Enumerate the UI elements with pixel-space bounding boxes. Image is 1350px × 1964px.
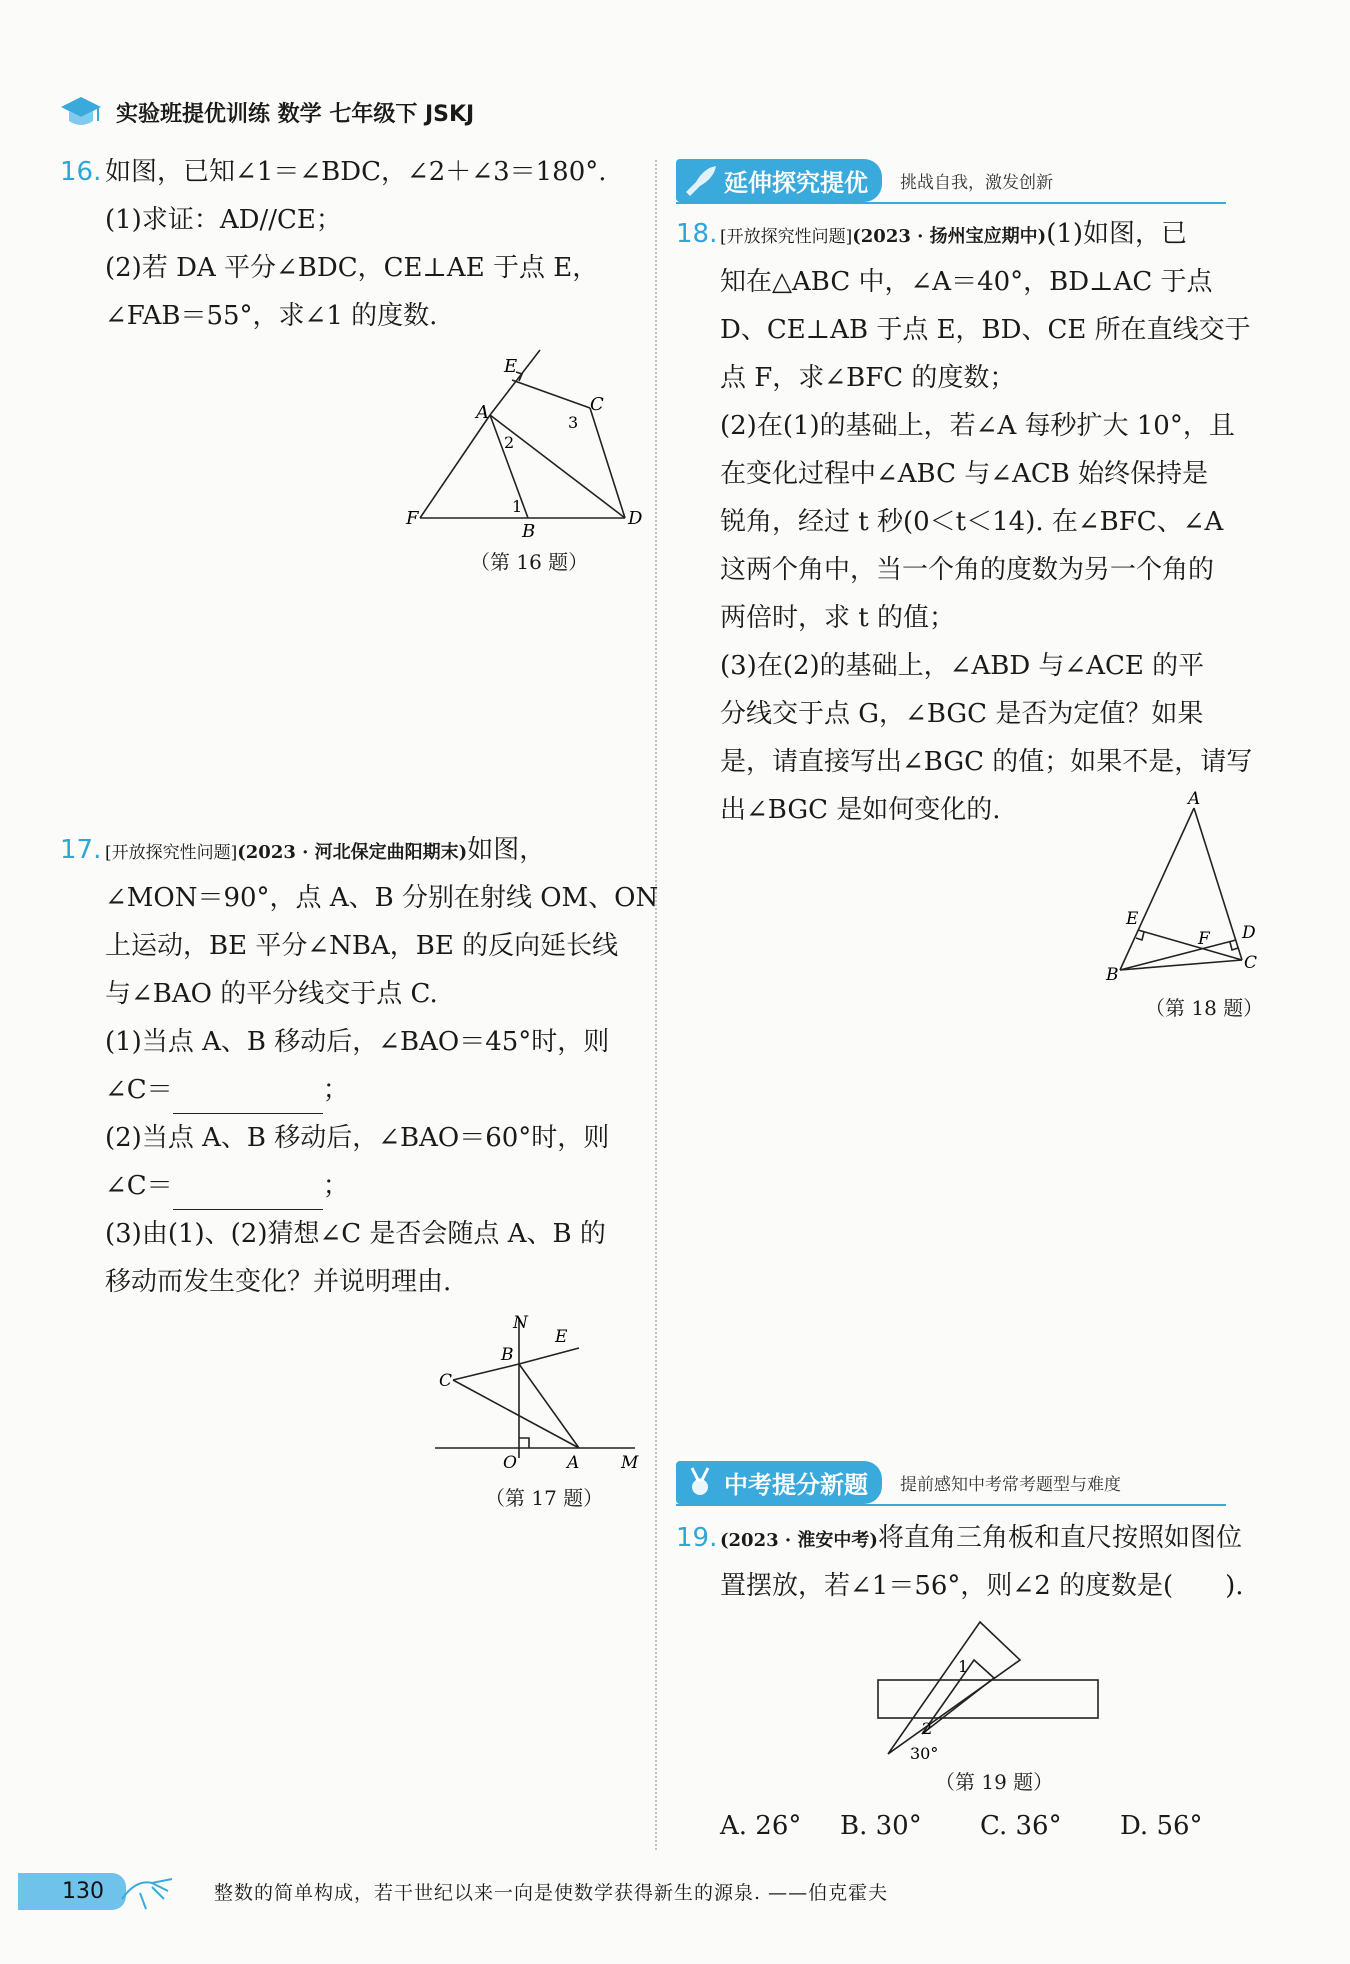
figure-label: 2 (504, 433, 515, 452)
text-line: 在变化过程中∠ABC 与∠ACB 始终保持是 (720, 459, 1209, 489)
hand-doodle-icon (118, 1869, 178, 1913)
figure-label: C (439, 1371, 453, 1391)
text-line: 是，请直接写出∠BGC 的值；如果不是，请写 (720, 747, 1253, 777)
text-line: 与∠BAO 的平分线交于点 C. (105, 979, 438, 1009)
figure-label: B (1106, 965, 1119, 985)
option-a[interactable]: A. 26° (720, 1811, 802, 1841)
text-line: 移动而发生变化？并说明理由. (105, 1267, 452, 1297)
figure-label: F (1198, 929, 1210, 949)
blank-suffix: ； (322, 1171, 349, 1201)
page-number: 130 (18, 1873, 126, 1910)
text-line: 点 F，求∠BFC 的度数； (720, 363, 1016, 393)
medal-icon (684, 1466, 716, 1498)
text-line: 将直角三角板和直尺按照如图位 (877, 1523, 1242, 1553)
footer-quote: 整数的简单构成，若干世纪以来一向是使数学获得新生的源泉. ——伯克霍夫 (214, 1881, 889, 1904)
text-line: (3)在(2)的基础上，∠ABD 与∠ACE 的平 (720, 651, 1205, 681)
figure-label: E (555, 1327, 568, 1347)
question-number: 17. (60, 835, 102, 865)
text-line: 知在△ABC 中，∠A＝40°，BD⊥AC 于点 (720, 267, 1213, 297)
text-line: (2)在(1)的基础上，若∠A 每秒扩大 10°，且 (720, 411, 1235, 441)
option-b[interactable]: B. 30° (840, 1811, 922, 1841)
figure-label: B (501, 1345, 514, 1365)
text-line: 上运动，BE 平分∠NBA，BE 的反向延长线 (105, 931, 619, 961)
figure-label: F (406, 508, 419, 529)
rocket-icon (682, 164, 718, 196)
source-year: (2023 · 扬州宝应期中) (852, 226, 1047, 247)
text-line: 置摆放，若∠1＝56°，则∠2 的度数是( ). (720, 1571, 1244, 1601)
option-d[interactable]: D. 56° (1120, 1811, 1203, 1841)
option-c[interactable]: C. 36° (980, 1811, 1062, 1841)
graduation-cap-icon (60, 95, 102, 129)
figure-label: A (476, 402, 489, 423)
page-footer (18, 1865, 888, 1917)
figure-label: O (503, 1453, 517, 1473)
blank-suffix: ； (322, 1075, 349, 1105)
figure-label: M (621, 1453, 639, 1473)
answer-blank[interactable] (173, 1083, 323, 1114)
text-line: 锐角，经过 t 秒(0＜t＜14). 在∠BFC、∠A (720, 507, 1224, 537)
figure-label: E (1126, 909, 1139, 929)
source-tag: [开放探究性问题] (720, 227, 853, 247)
figure-label: N (513, 1313, 528, 1333)
text-line: (1)求证：AD//CE； (105, 205, 342, 235)
section-banner-extension (676, 158, 1226, 202)
text-line: D、CE⊥AB 于点 E，BD、CE 所在直线交于 (720, 315, 1251, 345)
text-line: 这两个角中，当一个角的度数为另一个角的 (720, 555, 1215, 585)
text-line: (3)由(1)、(2)猜想∠C 是否会随点 A、B 的 (105, 1219, 606, 1249)
figure-label: 3 (568, 413, 579, 432)
banner-title: 延伸探究提优 (676, 159, 882, 202)
text-line: (1)当点 A、B 移动后，∠BAO＝45°时，则 (105, 1027, 610, 1057)
figure-label: 2 (922, 1719, 933, 1738)
figure-label: 30° (910, 1744, 939, 1761)
text-line: 如图， (467, 835, 546, 865)
figure-caption: （第 16 题） (470, 550, 589, 574)
figure-caption: （第 19 题） (935, 1770, 1054, 1794)
figure-16 (400, 340, 660, 540)
text-line: 如图，已知∠1＝∠BDC，∠2＋∠3＝180°. (105, 157, 607, 187)
figure-caption: （第 18 题） (1145, 996, 1264, 1020)
text-line: 出∠BGC 是如何变化的. (720, 795, 1001, 825)
banner-title: 中考提分新题 (676, 1461, 882, 1504)
figure-label: B (522, 521, 536, 540)
banner-subtitle: 挑战自我，激发创新 (900, 172, 1053, 193)
figure-18 (1100, 790, 1260, 990)
blank-prefix: ∠C＝ (105, 1171, 173, 1201)
figure-19 (870, 1616, 1105, 1761)
text-line: ∠MON＝90°，点 A、B 分别在射线 OM、ON (105, 883, 659, 913)
banner-subtitle: 提前感知中考常考题型与难度 (900, 1474, 1121, 1495)
text-line: (2)若 DA 平分∠BDC，CE⊥AE 于点 E， (105, 253, 599, 283)
question-number: 19. (676, 1523, 718, 1553)
source-tag: [开放探究性问题] (105, 843, 238, 863)
text-line: 两倍时，求 t 的值； (720, 603, 955, 633)
source-year: (2023 · 河北保定曲阳期末) (237, 842, 468, 863)
source-year: (2023 · 淮安中考) (720, 1530, 878, 1551)
figure-label: A (567, 1453, 580, 1473)
figure-label: 1 (512, 497, 523, 516)
figure-label: C (1244, 953, 1258, 973)
question-number: 16. (60, 157, 102, 187)
text-line: (2)当点 A、B 移动后，∠BAO＝60°时，则 (105, 1123, 610, 1153)
figure-17 (425, 1308, 645, 1478)
page-header (60, 92, 474, 132)
text-line: (1)如图，已 (1046, 219, 1188, 249)
blank-prefix: ∠C＝ (105, 1075, 173, 1105)
figure-label: 1 (958, 1657, 969, 1676)
answer-blank[interactable] (173, 1179, 323, 1210)
figure-label: E (504, 356, 518, 377)
figure-caption: （第 17 题） (485, 1486, 604, 1510)
figure-label: D (628, 508, 643, 529)
figure-label: D (1242, 923, 1256, 943)
figure-label: C (590, 394, 604, 415)
section-banner-exam (676, 1460, 1226, 1504)
question-number: 18. (676, 219, 718, 249)
text-line: 分线交于点 G，∠BGC 是否为定值？如果 (720, 699, 1204, 729)
text-line: ∠FAB＝55°，求∠1 的度数. (105, 301, 438, 331)
figure-label: A (1188, 790, 1201, 809)
book-title: 实验班提优训练 数学 七年级下 JSKJ (116, 101, 475, 127)
